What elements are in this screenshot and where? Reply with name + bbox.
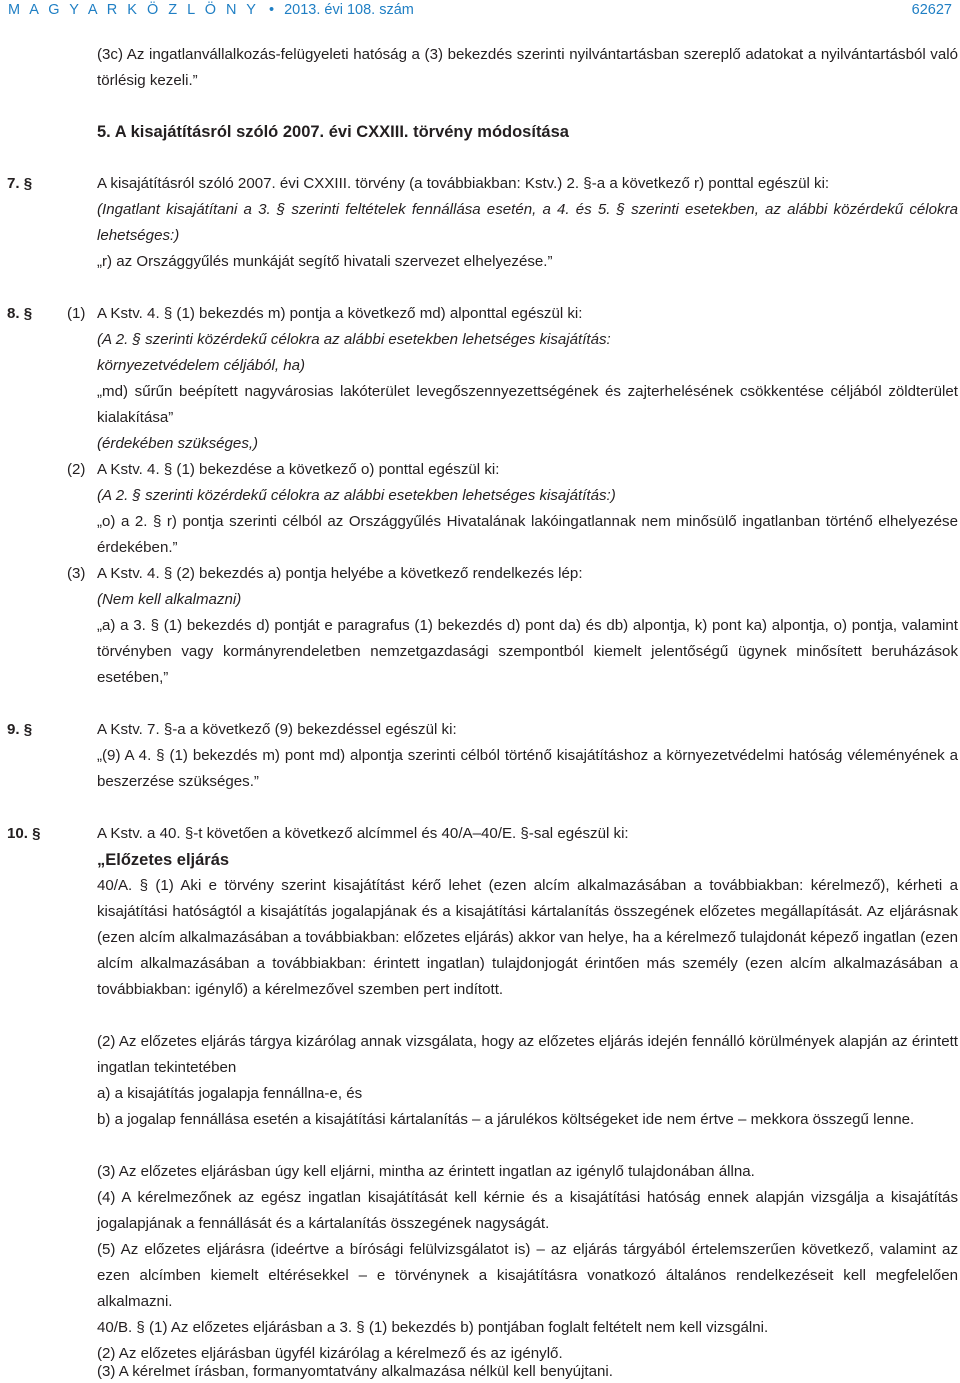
section-10-label: 10. § <box>7 825 41 842</box>
issue-label: 2013. évi 108. szám <box>284 2 414 18</box>
section-40a-para4: (4) A kérelmezőnek az egész ingatlan kisajátítását kell kérnie és a kisajátítási hatóság ennek alapján vizsgálja a kisajátítás jogalapjának a fennállását és a kártalanítás összegének nagyságát. <box>97 1189 958 1232</box>
header-separator: • <box>269 2 275 18</box>
section-8-para2-number: (2) <box>67 461 86 478</box>
section-8-para3-intro: A Kstv. 4. § (2) bekezdés a) pontja helyébe a következő rendelkezés lép: <box>97 565 583 582</box>
section-7-intro: A kisajátításról szóló 2007. évi CXXIII. törvény (a továbbiakban: Kstv.) 2. §-a a következő r) ponttal egészül ki: <box>97 175 830 192</box>
section-9-label: 9. § <box>7 721 33 738</box>
section-7-italic: (Ingatlant kisajátítani a 3. § szerinti feltételek fennállása esetén, a 4. és 5. § szerinti esetekben, az alábbi közérdekű célokra lehetséges:) <box>97 201 958 244</box>
section-7-label: 7. § <box>7 175 33 192</box>
section-8-para3-quote: „a) a 3. § (1) bekezdés d) pontját e paragrafus (1) bekezdés d) pont da) és db) alpontja, k) pont ka) alpontja, o) pontja, valamint törvényben vagy kormányrendeletben nemzetgazdasági szempontból kiemelt jelentőségű ügynek minősített beruházások esetében,” <box>97 617 958 686</box>
section-40a-para1: 40/A. § (1) Aki e törvény szerint kisajátítást kérő lehet (ezen alcím alkalmazásában a továbbiakban: kérelmező), kérheti a kisajátítási hatóságtól a kisajátítás jogalapjának és a kisajátítási kártalanítás összegének előzetes megállapítását. Az eljárásnak (ezen alcím alkalmazásában a továbbiakban: előzetes eljárás) akkor van helye, ha a kérelmező tulajdonát képező ingatlan (ezen alcím alkalmazásában a továbbiakban: érintett ingatlan) tulajdonjogát érintően más személy (ezen alcím alkalmazásában a továbbiakban: igénylő) a kérelmezővel szemben pert indított. <box>97 877 958 998</box>
section-10-intro: A Kstv. a 40. §-t követően a következő alcímmel és 40/A–40/E. §-sal egészül ki: <box>97 825 629 842</box>
journal-title: M A G Y A R K Ö Z L Ö N Y <box>8 2 259 18</box>
section-8-para1-quote: „md) sűrűn beépített nagyvárosias lakóterület levegőszennyezettségének és zajterhelésének csökkentése céljából zöldterület kialakítása” <box>97 383 958 426</box>
page-number: 62627 <box>911 2 952 18</box>
section-8-para2-intro: A Kstv. 4. § (1) bekezdése a következő o) ponttal egészül ki: <box>97 461 500 478</box>
section-40b-para3: (3) A kérelmet írásban, formanyomtatvány alkalmazása nélkül kell benyújtani. <box>97 1363 613 1380</box>
section-8-label: 8. § <box>7 305 33 322</box>
section-40a-para2-point-b: b) a jogalap fennállása esetén a kisajátítási kártalanítás – a járulékos költségeket ide nem értve – mekkora összegű lenne. <box>97 1111 915 1128</box>
section-9-quote: „(9) A 4. § (1) bekezdés m) pont md) alpontja szerinti célból történő kisajátításhoz a környezetvédelmi hatóság véleményének a beszerzése szükséges.” <box>97 747 958 790</box>
section-8-para1-number: (1) <box>67 305 86 322</box>
section-8-para2-quote: „o) a 2. § r) pontja szerinti célból az Országgyűlés Hivatalának lakóingatlannak nem minősülő ingatlanban történő elhelyezése érdekében.” <box>97 513 958 556</box>
section-40a-para2-point-a: a) a kisajátítás jogalapja fennállna-e, és <box>97 1085 363 1102</box>
section-8-para3-italic: (Nem kell alkalmazni) <box>97 591 242 608</box>
section-8-para1-italic-1: (A 2. § szerinti közérdekű célokra az alábbi esetekben lehetséges kisajátítás: <box>97 331 611 348</box>
section-40b-para2: (2) Az előzetes eljárásban ügyfél kizárólag a kérelmező és az igénylő. <box>97 1345 563 1362</box>
section-40a-para2: (2) Az előzetes eljárás tárgya kizárólag annak vizsgálata, hogy az előzetes eljárás idején fennálló körülmények alapján az érintett ingatlan tekintetében <box>97 1033 958 1076</box>
section-7-quote: „r) az Országgyűlés munkáját segítő hivatali szervezet elhelyezése.” <box>97 253 553 270</box>
subsection-heading-elozetes-eljaras: „Előzetes eljárás <box>97 851 230 869</box>
section-40a-para5: (5) Az előzetes eljárásra (ideértve a bírósági felülvizsgálatot is) – az eljárás tárgyából értelemszerűen következő, valamint az ezen alcímben kiemelt eltérésekkel – e törvénynek a kisajátításra vonatkozó általános rendelkezéseit kell megfelelően alkalmazni. <box>97 1241 958 1310</box>
section-8-para1-italic-2: környezetvédelem céljából, ha) <box>97 357 306 374</box>
section-8-para3-number: (3) <box>67 565 86 582</box>
section-8-para1-intro: A Kstv. 4. § (1) bekezdés m) pontja a következő md) alponttal egészül ki: <box>97 305 583 322</box>
section-heading-5: 5. A kisajátításról szóló 2007. évi CXXIII. törvény módosítása <box>97 123 569 141</box>
section-8-para1-italic-3: (érdekében szükséges,) <box>97 435 259 452</box>
section-8-para2-italic: (A 2. § szerinti közérdekű célokra az alábbi esetekben lehetséges kisajátítás:) <box>97 487 616 504</box>
section-40b-para1: 40/B. § (1) Az előzetes eljárásban a 3. § (1) bekezdés b) pontjában foglalt feltételt nem kell vizsgálni. <box>97 1319 769 1336</box>
paragraph-3c: (3c) Az ingatlanvállalkozás-felügyeleti hatóság a (3) bekezdés szerinti nyilvántartásban szereplő adatokat a nyilvántartásból való törlésig kezeli.” <box>97 46 958 89</box>
section-9-intro: A Kstv. 7. §-a a következő (9) bekezdéssel egészül ki: <box>97 721 457 738</box>
section-40a-para3: (3) Az előzetes eljárásban úgy kell eljárni, mintha az érintett ingatlan az igénylő tulajdonában állna. <box>97 1163 755 1180</box>
